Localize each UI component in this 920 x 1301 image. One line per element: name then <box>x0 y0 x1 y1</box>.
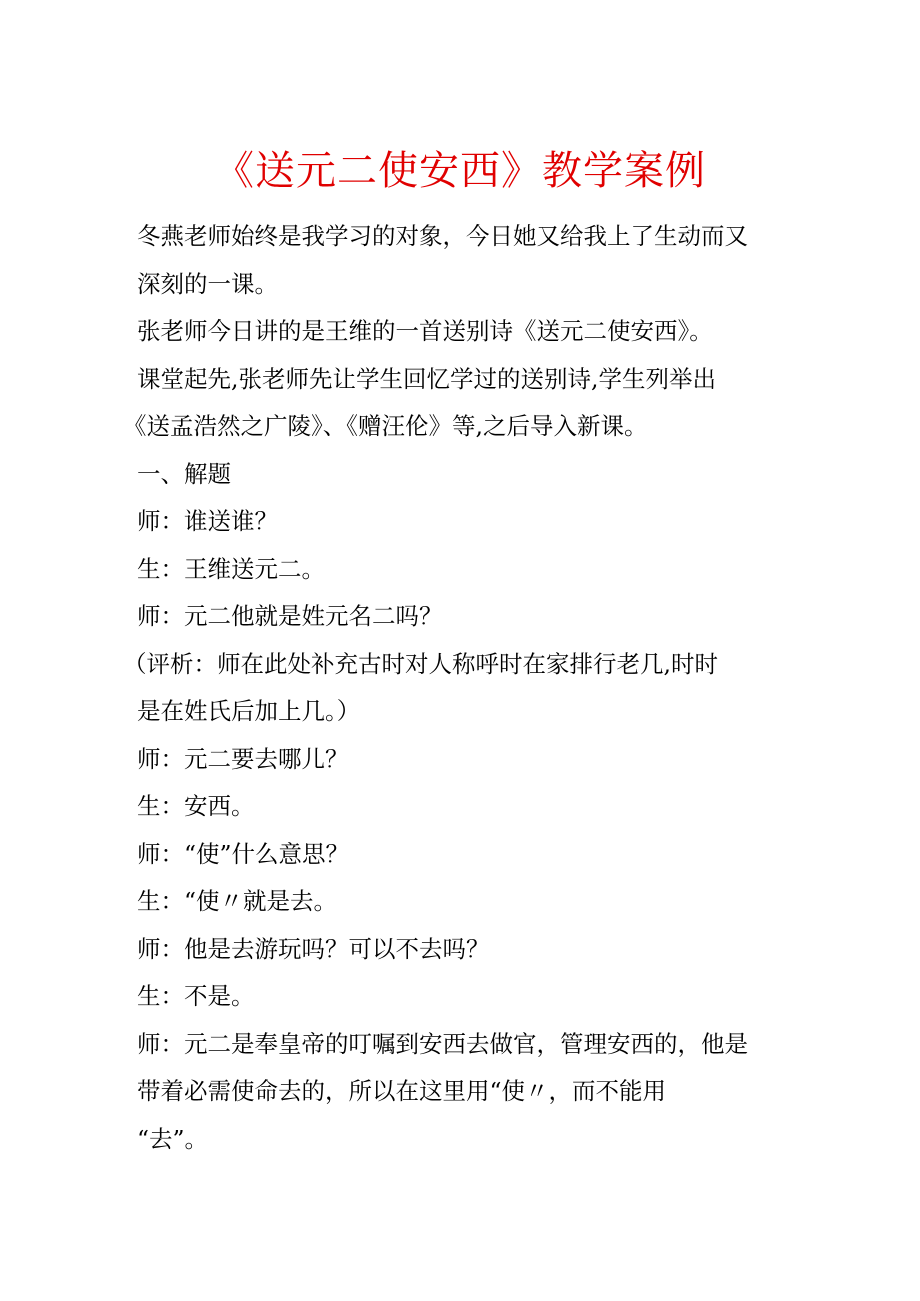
dialogue-line: 生：不是。 <box>137 982 255 1010</box>
dialogue-line: 带着必需使命去的，所以在这里用“使〃，而不能用 <box>137 1077 667 1105</box>
dialogue-line: 生：安西。 <box>137 792 255 820</box>
comment-line: （评析：师在此处补充古时对人称呼时在家排行老几,时时 <box>123 649 718 678</box>
dialogue-line: 生：王维送元二。 <box>137 554 325 583</box>
section-heading: 一、解题 <box>137 459 231 488</box>
text-line: 张老师今日讲的是王维的一首送别诗《送元二使安西》。 <box>137 317 713 345</box>
text-line: 冬燕老师始终是我学习的对象，今日她又给我上了生动而又 <box>137 222 748 250</box>
comment-line: 是在姓氏后加上几。） <box>137 697 361 725</box>
dialogue-line: 生：“使〃就是去。 <box>137 887 338 915</box>
document-title: 《送元二使安西》教学案例 <box>214 148 706 194</box>
dialogue-line: 师：谁送谁？ <box>137 507 278 535</box>
dialogue-line: 师：他是去游玩吗？可以不去吗？ <box>137 934 490 963</box>
text-line: 《送孟浩然之广陵》、《赠汪伦》等,之后导入新课。 <box>123 412 648 440</box>
document-body <box>123 213 797 1163</box>
dialogue-line: 师：元二他就是姓元名二吗？ <box>137 602 443 630</box>
text-line: 深刻的一课。 <box>137 269 278 298</box>
dialogue-line: 师：元二要去哪儿？ <box>137 744 349 773</box>
dialogue-line: 师：“使”什么意思？ <box>137 839 350 868</box>
text-line: 课堂起先,张老师先让学生回忆学过的送别诗,学生列举出 <box>137 364 716 393</box>
dialogue-line: “去”。 <box>137 1124 209 1153</box>
dialogue-line: 师：元二是奉皇帝的叮嘱到安西去做官，管理安西的，他是 <box>137 1029 748 1058</box>
